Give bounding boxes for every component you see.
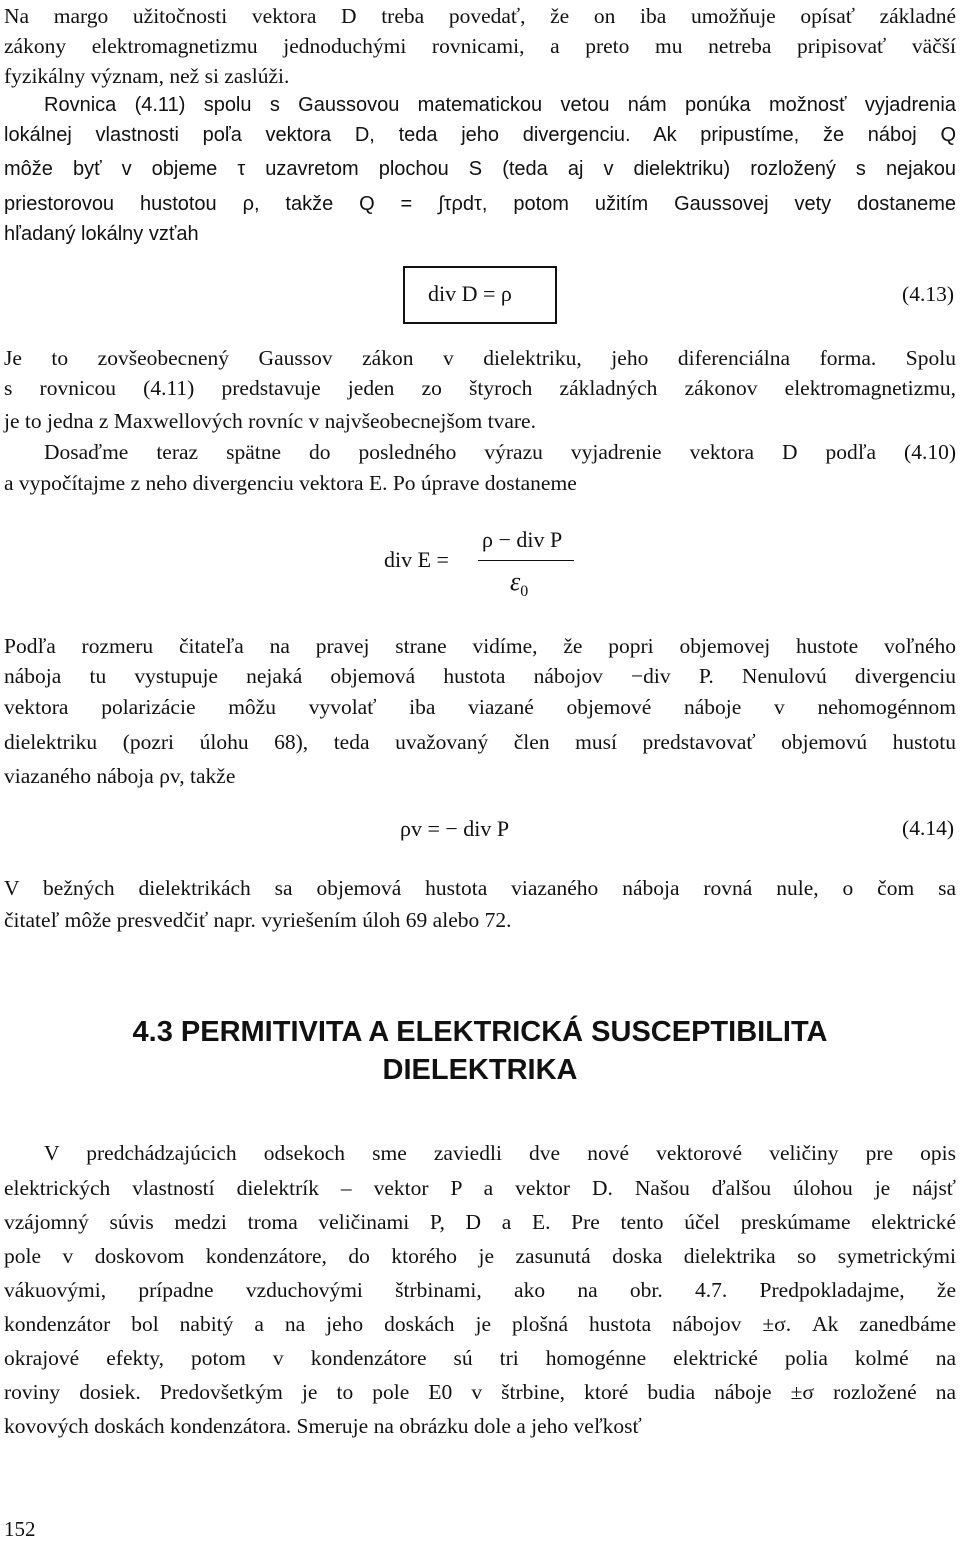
text-line: môže byť v objeme τ uzavretom plochou S (teda aj v dielektriku) rozložený s nejakou [4,158,956,180]
text-line: zákony elektromagnetizmu jednoduchými rovnicami, a preto mu netreba pripisovať väčší [4,34,956,58]
text-line: Dosaďme teraz spätne do posledného výrazu vyjadrenie vektora D podľa (4.10) [44,440,956,464]
equation-number: (4.13) [902,282,954,306]
text-line: roviny dosiek. Predovšetkým je to pole E0 v štrbine, ktoré budia náboje ±σ rozložené na [4,1380,956,1404]
text-line: priestorovou hustotou ρ, takže Q = ∫τρdτ, potom užitím Gaussovej vety dostaneme [4,193,956,215]
text-line: vektora polarizácie môžu vyvolať iba viazané objemové náboje v nehomogénnom [4,695,956,719]
equation-number: (4.14) [902,816,954,840]
equation-lhs: div E = [384,547,449,572]
text-line: vákuovými, prípadne vzduchovými štrbinami, ako na obr. 4.7. Predpokladajme, že [4,1278,956,1302]
text-line: s rovnicou (4.11) predstavuje jeden zo štyroch základných zákonov elektromagnetizmu, [4,376,956,400]
equation-4-14: ρv = − div P [400,816,510,841]
equation-numerator: ρ − div P [482,527,563,552]
text-line: je to jedna z Maxwellových rovníc v najvšeobecnejšom tvare. [4,409,536,433]
text-line: okrajové efekty, potom v kondenzátore sú tri homogénne elektrické polia kolmé na [4,1346,956,1370]
section-heading-continued: DIELEKTRIKA [382,1054,578,1086]
text-line: náboja tu vystupuje nejaká objemová hustota nábojov −div P. Nenulovú divergenciu [4,664,956,688]
text-line: Podľa rozmeru čitateľa na pravej strane vidíme, že popri objemovej hustote voľného [4,634,956,658]
text-line: vzájomný súvis medzi troma veličinami P, D a E. Pre tento účel preskúmame elektrické [4,1210,956,1234]
fraction-bar [478,560,574,561]
text-line: hľadaný lokálny vzťah [4,223,199,245]
text-line: V bežných dielektrikách sa objemová hustota viazaného náboja rovná nule, o čom sa [4,876,956,900]
text-line: a vypočítajme z neho divergenciu vektora E. Po úprave dostaneme [4,471,577,495]
equation-4-13: div D = ρ [428,281,512,306]
text-line: V predchádzajúcich odsekoch sme zaviedli dve nové vektorové veličiny pre opis [44,1141,956,1165]
text-line: lokálnej vlastnosti poľa vektora D, teda jeho divergenciu. Ak pripustíme, že náboj Q [4,124,956,146]
section-heading: 4.3 PERMITIVITA A ELEKTRICKÁ SUSCEPTIBILITA [132,1016,828,1048]
text-line: čitateľ môže presvedčiť napr. vyriešením úloh 69 alebo 72. [4,908,512,932]
page-number: 152 [4,1517,36,1541]
text-line: pole v doskovom kondenzátore, do ktorého je zasunutá doska dielektrika so symetrickými [4,1244,956,1268]
equation-denominator: $\varepsilon_0$ [510,567,529,601]
text-line: viazaného náboja ρv, takže [4,764,236,788]
text-line: dielektriku (pozri úlohu 68), teda uvažovaný člen musí predstavovať objemovú hustotu [4,730,956,754]
text-line: elektrických vlastností dielektrík – vektor P a vektor D. Našou ďalšou úlohou je nájsť [4,1176,956,1200]
text-line: kondenzátor bol nabitý a na jeho doskách je plošná hustota nábojov ±σ. Ak zanedbáme [4,1312,956,1336]
text-line: Rovnica (4.11) spolu s Gaussovou matematickou vetou nám ponúka možnosť vyjadrenia [44,94,956,116]
text-line: fyzikálny význam, než si zaslúži. [4,64,290,88]
text-line: kovových doskách kondenzátora. Smeruje na obrázku dole a jeho veľkosť [4,1414,642,1438]
text-line: Na margo užitočnosti vektora D treba povedať, že on iba umožňuje opísať základné [4,4,956,28]
text-line: Je to zovšeobecnený Gaussov zákon v dielektriku, jeho diferenciálna forma. Spolu [4,346,956,370]
denominator-subscript: 0 [520,583,529,601]
